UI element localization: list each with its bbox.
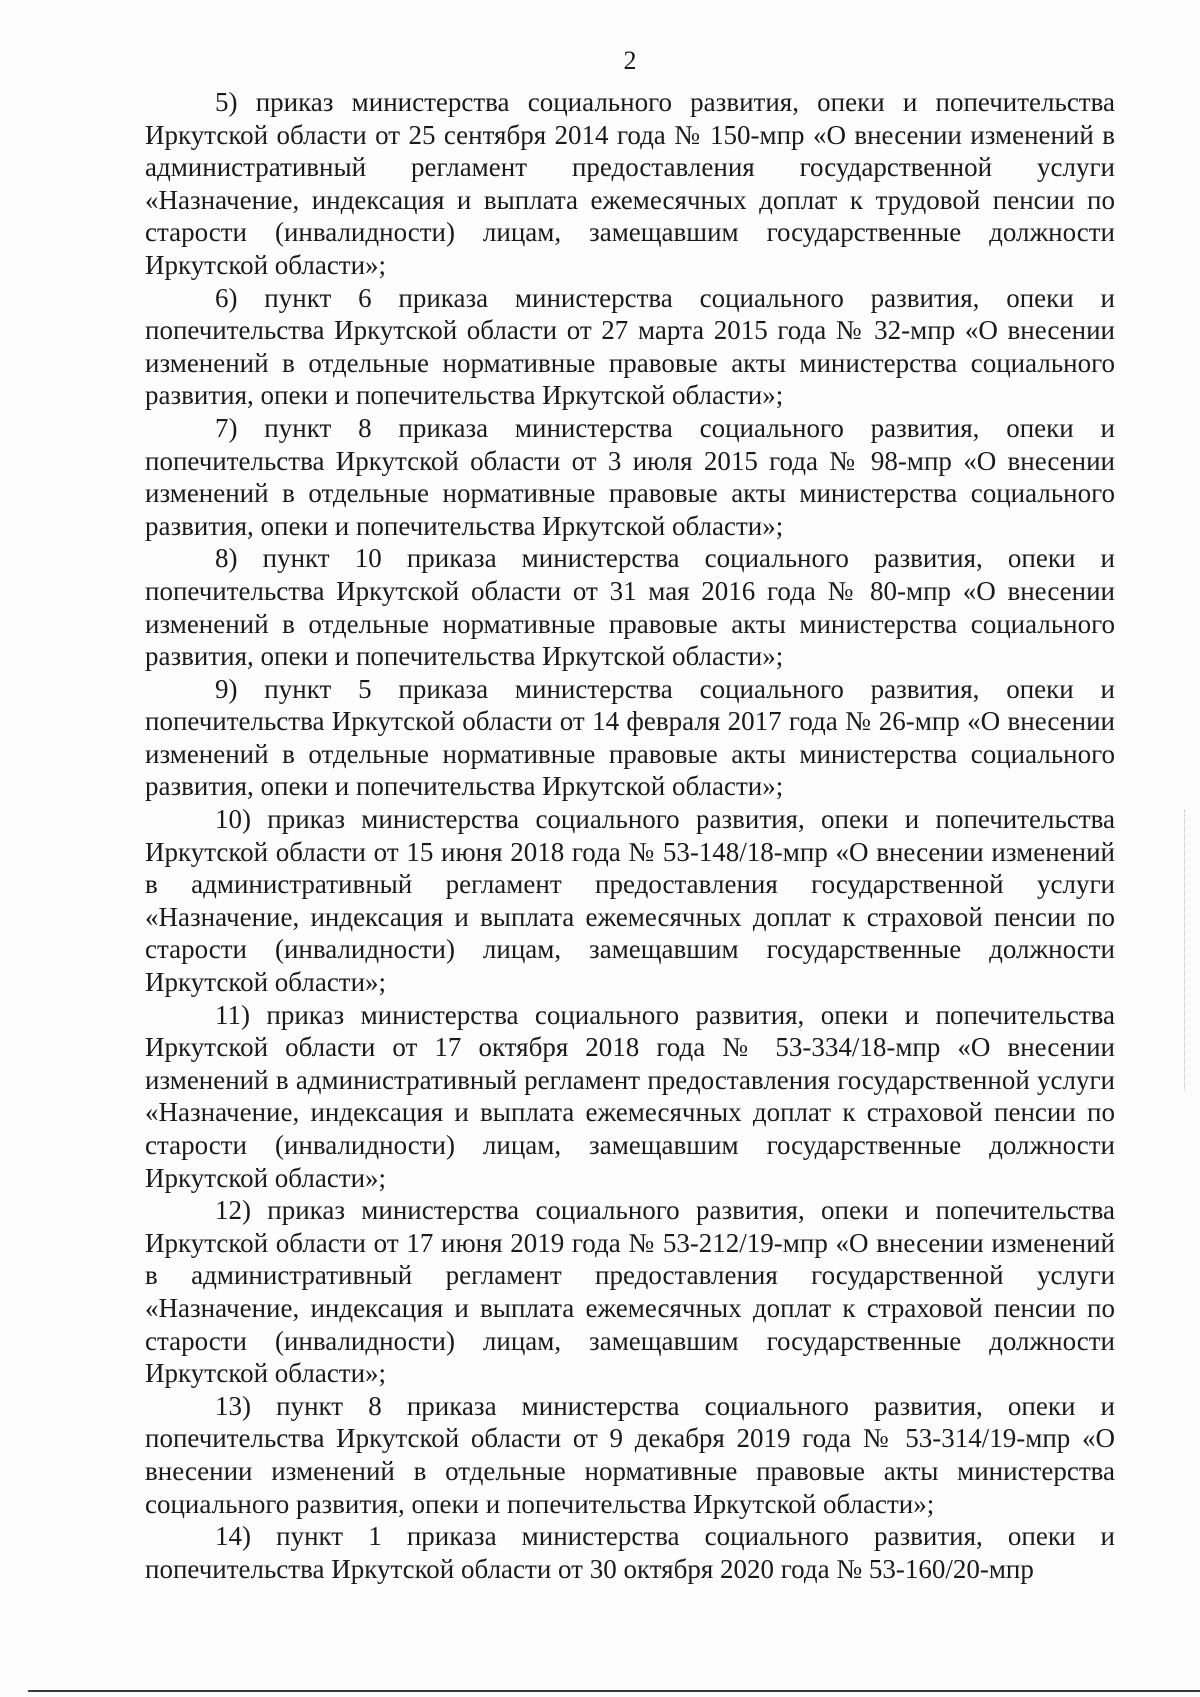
paragraph-item-8: 8) пункт 10 приказа министерства социального развития, опеки и попечительства Иркутской области от 31 мая 2016 года № 80-мпр «О внесении изменений в отдельные нормативные правовые акты министерства социального развития, опеки и попечительства Иркутской области»; xyxy=(145,543,1115,672)
page-number: 2 xyxy=(623,46,637,75)
paragraph-item-11: 11) приказ министерства социального развития, опеки и попечительства Иркутской области от 17 октября 2018 года № 53-334/18-мпр «О внесении изменений в административный регламент предоставления государственной услуги «Назначение, индексация и выплата ежемесячных доплат к страховой пенсии по старости (инвалидности) лицам, замещавшим государственные должности Иркутской области»; xyxy=(145,999,1115,1193)
paragraph-item-12: 12) приказ министерства социального развития, опеки и попечительства Иркутской области от 17 июня 2019 года № 53-212/19-мпр «О внесении изменений в административный регламент предоставления государственной услуги «Назначение, индексация и выплата ежемесячных доплат к страховой пенсии по старости (инвалидности) лицам, замещавшим государственные должности Иркутской области»; xyxy=(145,1195,1115,1389)
paragraph-item-5: 5) приказ министерства социального развития, опеки и попечительства Иркутской области от 25 сентября 2014 года № 150-мпр «О внесении изменений в административный регламент предоставления государственной услуги «Назначение, индексация и выплата ежемесячных доплат к трудовой пенсии по старости (инвалидности) лицам, замещавшим государственные должности Иркутской области»; xyxy=(145,87,1115,280)
paragraph-item-9: 9) пункт 5 приказа министерства социального развития, опеки и попечительства Иркутской области от 14 февраля 2017 года № 26-мпр «О внесении изменений в отдельные нормативные правовые акты министерства социального развития, опеки и попечительства Иркутской области»; xyxy=(145,673,1115,802)
bottom-scan-edge xyxy=(28,1690,1200,1692)
paragraph-item-7: 7) пункт 8 приказа министерства социального развития, опеки и попечительства Иркутской области от 3 июля 2015 года № 98-мпр «О внесении изменений в отдельные нормативные правовые акты министерства социального развития, опеки и попечительства Иркутской области»; xyxy=(145,412,1115,541)
document-body xyxy=(145,86,1115,1585)
paragraph-item-10: 10) приказ министерства социального развития, опеки и попечительства Иркутской области от 15 июня 2018 года № 53-148/18-мпр «О внесении изменений в административный регламент предоставления государственной услуги «Назначение, индексация и выплата ежемесячных доплат к страховой пенсии по старости (инвалидности) лицам, замещавшим государственные должности Иркутской области»; xyxy=(145,804,1115,998)
paragraph-item-13: 13) пункт 8 приказа министерства социального развития, опеки и попечительства Иркутской области от 9 декабря 2019 года № 53-314/19-мпр «О внесении изменений в отдельные нормативные правовые акты министерства социального развития, опеки и попечительства Иркутской области»; xyxy=(145,1390,1115,1519)
scan-margin-mark xyxy=(1184,810,1186,1090)
paragraph-item-6: 6) пункт 6 приказа министерства социального развития, опеки и попечительства Иркутской области от 27 марта 2015 года № 32-мпр «О внесении изменений в отдельные нормативные правовые акты министерства социального развития, опеки и попечительства Иркутской области»; xyxy=(145,282,1115,411)
paragraph-item-14: 14) пункт 1 приказа министерства социального развития, опеки и попечительства Иркутской области от 30 октября 2020 года № 53-160/20-мпр xyxy=(145,1521,1115,1584)
